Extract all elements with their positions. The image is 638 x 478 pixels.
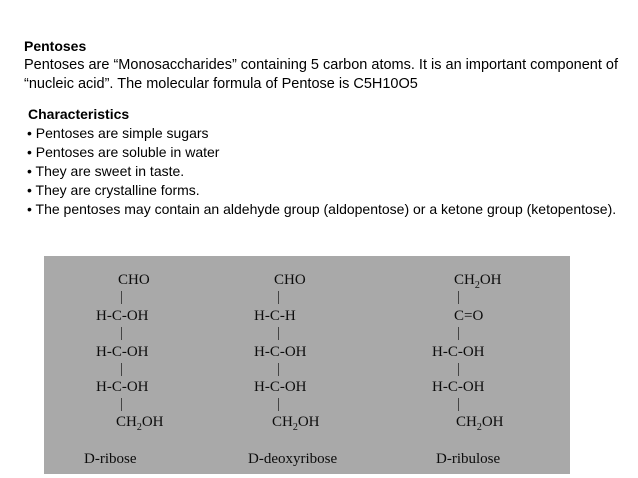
structures-image-panel [44,256,570,474]
group-c5: $CH_2OH$ [116,414,164,433]
group-ch2oh-top: $CH_2OH$ [454,272,502,291]
list-item: • Pentoses are soluble in water [27,144,220,160]
bond-line [278,291,279,304]
group-c4: H-C-OH [96,379,149,395]
group-c4: H-C-OH [254,379,307,395]
bond-line [278,363,279,376]
characteristics-title: Characteristics [28,106,130,122]
label-d-ribose: D-ribose [84,451,137,467]
group-c2: H-C-H [254,308,296,324]
group-c2: C=O [454,308,484,324]
list-item: • They are crystalline forms. [27,182,200,198]
bond-line [121,327,122,340]
label-d-ribulose: D-ribulose [436,451,501,467]
list-item: • Pentoses are simple sugars [27,125,209,141]
bond-line [278,398,279,411]
group-cho: CHO [118,272,150,288]
group-c3: H-C-OH [96,344,149,360]
group-c3: H-C-OH [432,344,485,360]
list-item: • They are sweet in taste. [27,163,185,179]
group-c3: H-C-OH [254,344,307,360]
bond-line [121,291,122,304]
bond-line [458,398,459,411]
bond-line [278,327,279,340]
list-item: • The pentoses may contain an aldehyde group (aldopentose) or a ketone group (ketopentose). [27,201,617,217]
intro-paragraph: Pentoses are “Monosaccharides” containing 5 carbon atoms. It is an important component of “nucleic acid”. The molecular formula of Pentose is C5H10O5 [24,57,619,92]
characteristics-list [27,124,627,219]
group-c4: H-C-OH [432,379,485,395]
group-cho: CHO [274,272,306,288]
group-c2: H-C-OH [96,308,149,324]
bond-line [121,363,122,376]
group-c5: $CH_2OH$ [456,414,504,433]
bond-line [121,398,122,411]
heading-pentoses: Pentoses [24,38,87,54]
bond-line [458,291,459,304]
group-c5: $CH_2OH$ [272,414,320,433]
bond-line [458,327,459,340]
bond-line [458,363,459,376]
label-d-deoxyribose: D-deoxyribose [248,451,338,467]
